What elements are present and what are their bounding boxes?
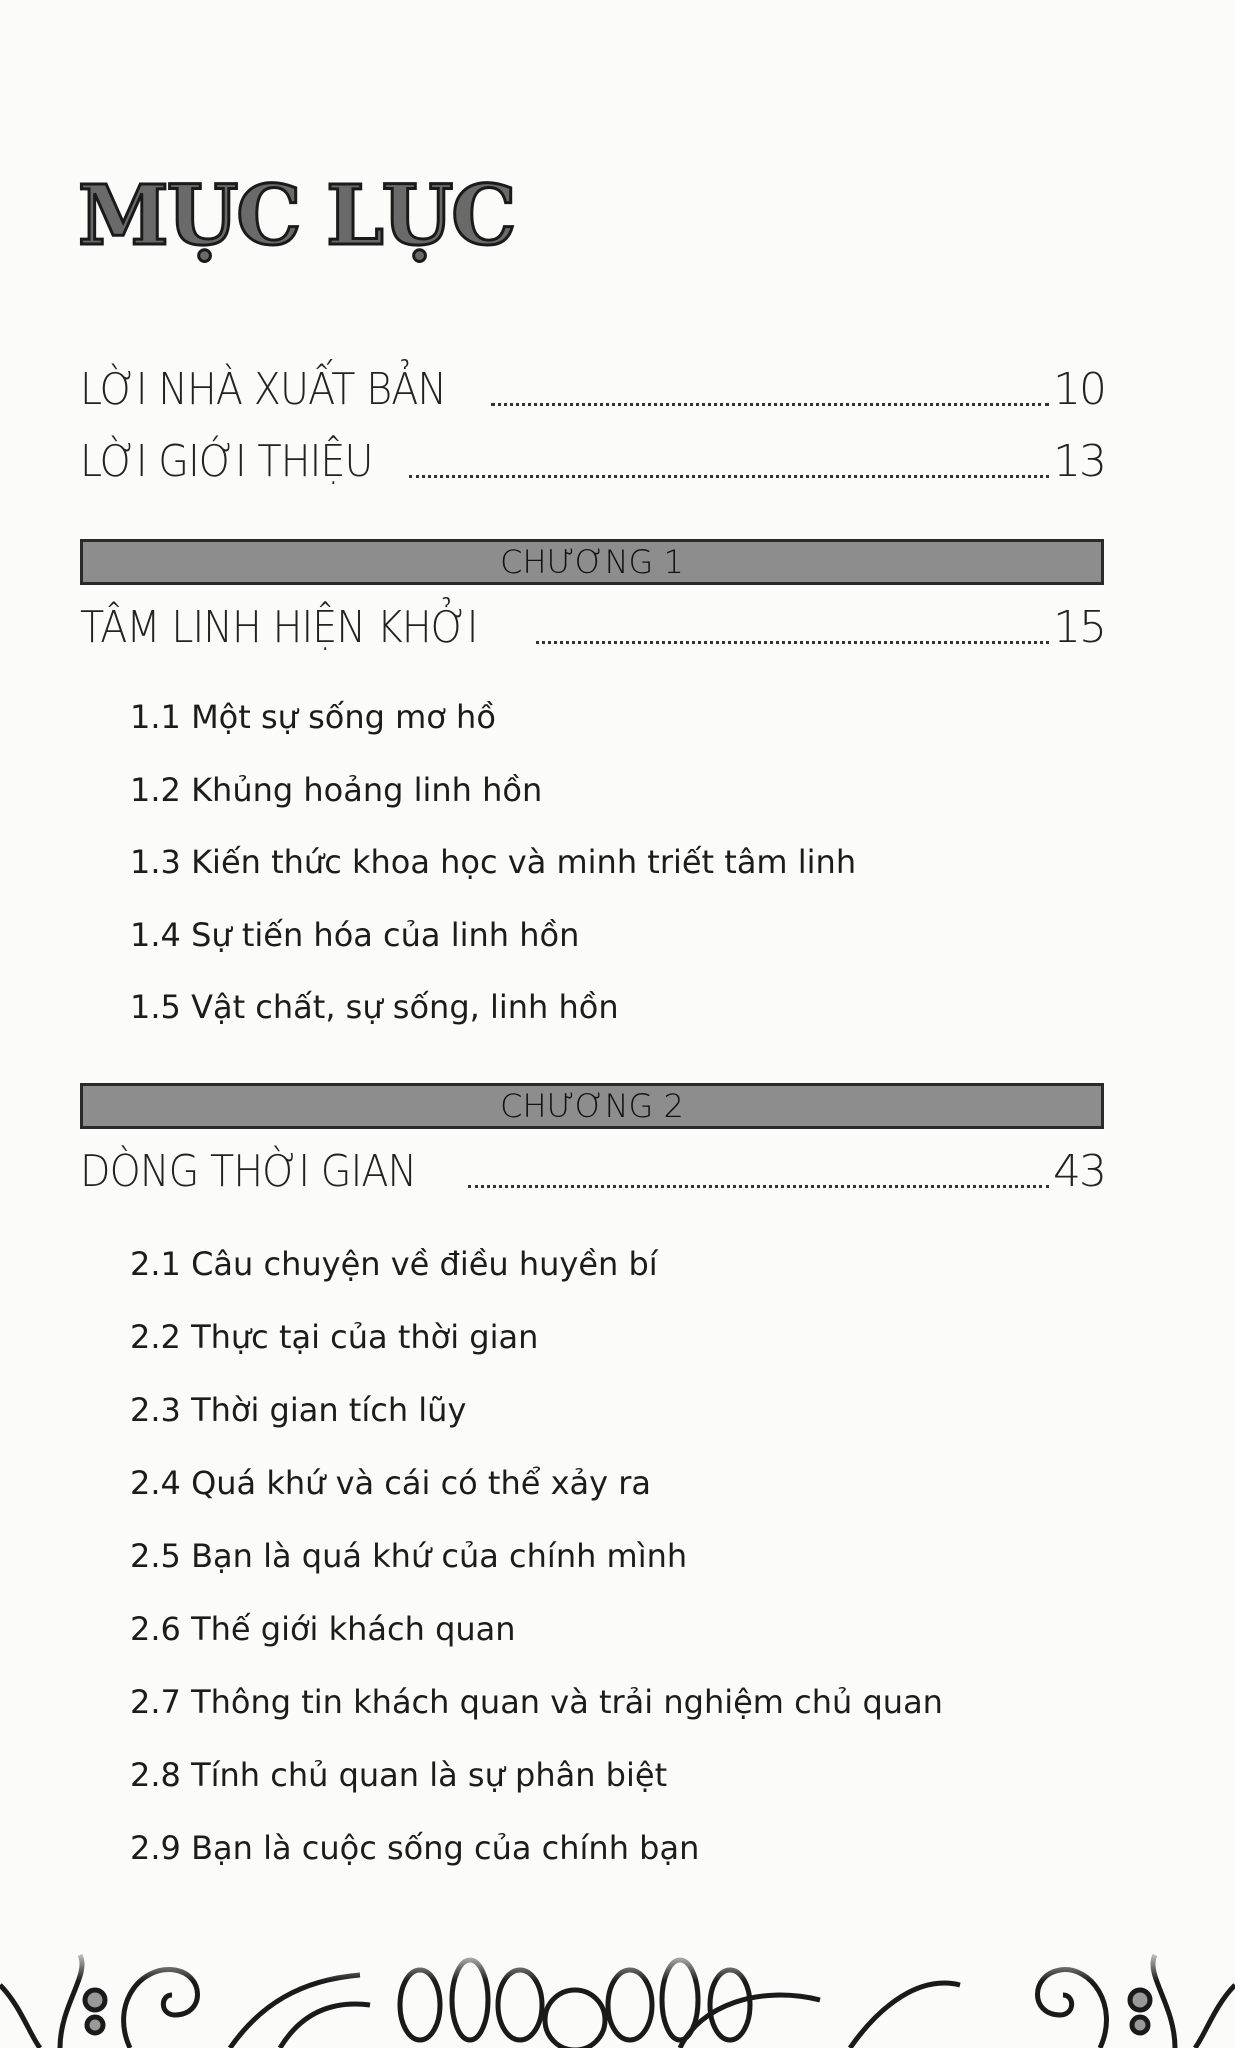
page-title: MỤC LỤC bbox=[78, 168, 515, 264]
dot-leader bbox=[468, 1185, 1049, 1188]
dot-leader bbox=[491, 403, 1049, 406]
toc-section[interactable]: 2.9 Bạn là cuộc sống của chính bạn bbox=[130, 1829, 700, 1867]
chapter-1-banner: CHƯƠNG 1 bbox=[80, 539, 1104, 585]
toc-section[interactable]: 2.4 Quá khứ và cái có thể xảy ra bbox=[130, 1464, 652, 1502]
toc-section[interactable]: 1.5 Vật chất, sự sống, linh hồn bbox=[130, 988, 619, 1026]
toc-entry-chapter-2[interactable] bbox=[80, 1146, 1105, 1197]
ornamental-border bbox=[0, 1945, 1235, 2048]
toc-section[interactable]: 2.7 Thông tin khách quan và trải nghiệm chủ quan bbox=[130, 1683, 943, 1721]
toc-entry-title: LỜI GIỚI THIỆU bbox=[80, 436, 373, 487]
dot-leader bbox=[536, 641, 1049, 644]
toc-entry-introduction[interactable] bbox=[80, 436, 1105, 487]
toc-entry-page: 13 bbox=[1053, 436, 1105, 487]
toc-section[interactable]: 1.2 Khủng hoảng linh hồn bbox=[130, 771, 543, 809]
toc-section[interactable]: 2.8 Tính chủ quan là sự phân biệt bbox=[130, 1756, 668, 1794]
toc-entry-chapter-1[interactable] bbox=[80, 602, 1105, 653]
toc-section[interactable]: 2.1 Câu chuyện về điều huyền bí bbox=[130, 1245, 658, 1283]
toc-entry-publisher-note[interactable] bbox=[80, 364, 1105, 415]
toc-entry-page: 43 bbox=[1053, 1146, 1105, 1197]
toc-section[interactable]: 1.4 Sự tiến hóa của linh hồn bbox=[130, 916, 580, 954]
toc-entry-page: 15 bbox=[1053, 602, 1105, 653]
toc-entry-page: 10 bbox=[1053, 364, 1105, 415]
chapter-2-banner: CHƯƠNG 2 bbox=[80, 1083, 1104, 1129]
toc-entry-title: DÒNG THỜI GIAN bbox=[80, 1146, 417, 1197]
toc-section[interactable]: 1.1 Một sự sống mơ hồ bbox=[130, 698, 496, 736]
toc-section[interactable]: 2.5 Bạn là quá khứ của chính mình bbox=[130, 1537, 688, 1575]
toc-section[interactable]: 2.6 Thế giới khách quan bbox=[130, 1610, 516, 1648]
dot-leader bbox=[409, 475, 1049, 478]
toc-section[interactable]: 2.2 Thực tại của thời gian bbox=[130, 1318, 539, 1356]
toc-section[interactable]: 1.3 Kiến thức khoa học và minh triết tâm linh bbox=[130, 843, 857, 881]
toc-section[interactable]: 2.3 Thời gian tích lũy bbox=[130, 1391, 467, 1429]
toc-entry-title: TÂM LINH HIỆN KHỞI bbox=[80, 602, 478, 653]
toc-entry-title: LỜI NHÀ XUẤT BẢN bbox=[80, 364, 447, 415]
